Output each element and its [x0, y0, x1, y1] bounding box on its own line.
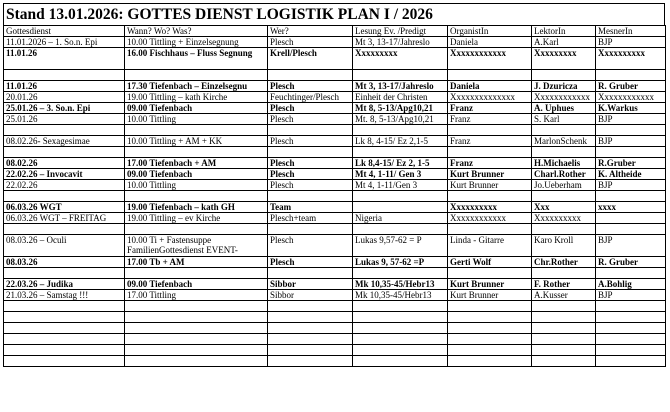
table-cell — [268, 356, 353, 367]
table-row — [4, 290, 666, 301]
table-cell: Jo.Ueberham — [532, 180, 596, 191]
table-cell — [448, 147, 532, 158]
table-cell: Krell/Plesch — [268, 48, 353, 70]
table-row — [4, 334, 666, 345]
table-cell — [596, 323, 666, 334]
table-cell — [353, 334, 448, 345]
table-cell — [268, 323, 353, 334]
table-cell — [596, 356, 666, 367]
table-cell — [4, 147, 125, 158]
table-cell — [125, 224, 268, 235]
table-cell: Plesch — [268, 114, 353, 125]
table-cell: Kurt Brunner — [448, 290, 532, 301]
column-header: OrganistIn — [448, 26, 532, 37]
table-cell — [125, 191, 268, 202]
table-cell — [448, 70, 532, 81]
table-cell — [268, 191, 353, 202]
table-cell: Xxxxxxxxx — [353, 48, 448, 70]
table-cell — [4, 125, 125, 136]
table-cell — [4, 323, 125, 334]
table-cell — [125, 334, 268, 345]
table-cell: Plesch — [268, 37, 353, 48]
table-cell: 22.03.26 – Judika — [4, 279, 125, 290]
table-cell: Sibbor — [268, 290, 353, 301]
table-cell: Gerti Wolf — [448, 257, 532, 268]
table-cell: 10.00 Ti + Fastensuppe FamilienGottesdienst EVENT- — [125, 235, 268, 257]
table-cell: 08.03.26 — [4, 257, 125, 268]
table-row — [4, 268, 666, 279]
table-row — [4, 103, 666, 114]
table-cell: A.Bohlig — [596, 279, 666, 290]
table-cell: 09.00 Tiefenbach — [125, 279, 268, 290]
table-cell: A.Kusser — [532, 290, 596, 301]
table-cell — [4, 268, 125, 279]
table-cell — [268, 312, 353, 323]
table-cell — [448, 356, 532, 367]
table-row — [4, 235, 666, 257]
table-cell: Kurt Brunner — [448, 180, 532, 191]
table-cell: Mk 10,35-45/Hebr13 — [353, 279, 448, 290]
table-cell — [353, 191, 448, 202]
table-cell — [125, 147, 268, 158]
table-row — [4, 301, 666, 312]
table-cell: Linda - Gitarre — [448, 235, 532, 257]
table-cell: Franz — [448, 114, 532, 125]
table-row — [4, 345, 666, 356]
table-cell — [4, 345, 125, 356]
table-cell — [4, 301, 125, 312]
table-cell: 25.01.26 – 3. So.n. Epi — [4, 103, 125, 114]
table-row — [4, 356, 666, 367]
table-cell: H.Michaelis — [532, 158, 596, 169]
table-cell: Kurt Brunner — [448, 279, 532, 290]
table-row — [4, 37, 666, 48]
table-cell — [448, 125, 532, 136]
table-cell: Plesch — [268, 103, 353, 114]
table-cell — [532, 356, 596, 367]
column-header: MesnerIn — [596, 26, 666, 37]
table-cell: Lukas 9,57-62 = P — [353, 235, 448, 257]
table-cell: Lk 8, 4-15/ Ez 2,1-5 — [353, 136, 448, 147]
column-header: Lesung Ev. /Predigt — [353, 26, 448, 37]
table-cell: Daniela — [448, 37, 532, 48]
table-cell: Franz — [448, 103, 532, 114]
table-row — [4, 279, 666, 290]
table-cell: Franz — [448, 136, 532, 147]
table-cell: BJP — [596, 235, 666, 257]
table-cell: Mt 8, 5-13/Apg10,21 — [353, 103, 448, 114]
table-row — [4, 224, 666, 235]
page-title: Stand 13.01.2026: GOTTES DIENST LOGISTIK PLAN I / 2026 — [3, 3, 665, 25]
table-cell — [532, 191, 596, 202]
table-cell: 17.00 Tittling — [125, 290, 268, 301]
table-cell: 21.03.26 – Samstag !!! — [4, 290, 125, 301]
table-row — [4, 323, 666, 334]
table-cell — [448, 323, 532, 334]
table-cell — [596, 334, 666, 345]
table-cell — [353, 323, 448, 334]
table-cell: 08.02.26- Sexagesimae — [4, 136, 125, 147]
table-row — [4, 158, 666, 169]
table-cell: Karo Kroll — [532, 235, 596, 257]
table-cell: Mt 3, 13-17/Jahreslo — [353, 81, 448, 92]
table-cell — [532, 125, 596, 136]
table-cell — [353, 202, 448, 213]
table-cell: Franz — [448, 158, 532, 169]
table-cell: Xxxxxxxxxxxx — [532, 92, 596, 103]
table-cell: 17.00 Tb + AM — [125, 257, 268, 268]
table-cell — [4, 191, 125, 202]
table-cell: Mk 10,35-45/Hebr13 — [353, 290, 448, 301]
table-cell: 11.01.2026 – 1. So.n. Epi — [4, 37, 125, 48]
table-header-row — [4, 26, 666, 37]
table-cell — [268, 334, 353, 345]
table-cell: xxxx — [596, 202, 666, 213]
table-cell: Plesch — [268, 136, 353, 147]
table-cell: 17.00 Tiefenbach + AM — [125, 158, 268, 169]
table-cell: BJP — [596, 114, 666, 125]
table-cell — [596, 125, 666, 136]
table-cell — [4, 334, 125, 345]
table-cell: S. Karl — [532, 114, 596, 125]
table-cell: 19.00 Tittling – ev Kirche — [125, 213, 268, 224]
table-cell — [596, 213, 666, 224]
table-cell: BJP — [596, 37, 666, 48]
column-header: Gottesdienst — [4, 26, 125, 37]
table-cell — [268, 268, 353, 279]
table-cell: Xxx — [532, 202, 596, 213]
table-cell: Mt 3, 13-17/Jahreslo — [353, 37, 448, 48]
table-cell: 09.00 Tiefenbach — [125, 169, 268, 180]
table-cell — [125, 345, 268, 356]
table-cell: MarlonSchenk — [532, 136, 596, 147]
table-cell: A. Uphues — [532, 103, 596, 114]
table-cell — [353, 268, 448, 279]
table-body — [4, 26, 666, 367]
table-cell: Xxxxxxxxxxxx — [596, 92, 666, 103]
table-row — [4, 202, 666, 213]
table-cell — [596, 191, 666, 202]
table-cell: Chr.Rother — [532, 257, 596, 268]
table-cell — [125, 356, 268, 367]
document-page — [3, 3, 665, 408]
table-cell — [268, 70, 353, 81]
table-cell — [448, 301, 532, 312]
table-cell: Xxxxxxxxxx — [448, 202, 532, 213]
table-cell: 25.01.26 — [4, 114, 125, 125]
table-cell — [4, 356, 125, 367]
table-cell: A.Karl — [532, 37, 596, 48]
table-cell — [532, 345, 596, 356]
table-row — [4, 81, 666, 92]
table-cell: 08.03.26 – Oculi — [4, 235, 125, 257]
table-cell — [125, 312, 268, 323]
table-cell — [268, 147, 353, 158]
table-cell: BJP — [596, 180, 666, 191]
table-cell — [448, 268, 532, 279]
table-cell — [532, 323, 596, 334]
table-cell: R. Gruber — [596, 257, 666, 268]
table-cell: R. Gruber — [596, 81, 666, 92]
column-header: Wer? — [268, 26, 353, 37]
table-cell — [4, 224, 125, 235]
table-cell: Lk 8,4-15/ Ez 2, 1-5 — [353, 158, 448, 169]
table-cell: Nigeria — [353, 213, 448, 224]
table-cell: Xxxxxxxxxx — [532, 213, 596, 224]
table-cell — [532, 147, 596, 158]
table-cell — [532, 312, 596, 323]
table-cell: 10.00 Tittling — [125, 180, 268, 191]
table-row — [4, 92, 666, 103]
table-row — [4, 169, 666, 180]
table-cell — [353, 345, 448, 356]
table-cell — [353, 70, 448, 81]
table-cell: 22.02.26 — [4, 180, 125, 191]
table-cell: 09.00 Tiefenbach — [125, 103, 268, 114]
table-row — [4, 114, 666, 125]
table-cell — [353, 224, 448, 235]
table-cell — [125, 70, 268, 81]
table-cell: Xxxxxxxxxxxx — [448, 213, 532, 224]
table-row — [4, 257, 666, 268]
table-cell — [596, 345, 666, 356]
table-cell: 06.03.26 WGT — [4, 202, 125, 213]
table-cell: 10.00 Tittling + AM + KK — [125, 136, 268, 147]
column-header: LektorIn — [532, 26, 596, 37]
table-cell: Mt 4, 1-11/Gen 3 — [353, 180, 448, 191]
table-cell — [268, 345, 353, 356]
table-cell: Plesch — [268, 81, 353, 92]
table-cell: 16.00 Fischhaus – Fluss Segnung — [125, 48, 268, 70]
table-cell: 11.01.26 — [4, 48, 125, 70]
table-row — [4, 70, 666, 81]
table-row — [4, 312, 666, 323]
table-row — [4, 147, 666, 158]
table-cell: Plesch+team — [268, 213, 353, 224]
table-cell: Kurt Brunner — [448, 169, 532, 180]
table-cell — [532, 268, 596, 279]
table-cell: BJP — [596, 290, 666, 301]
table-cell: Mt 4, 1-11/ Gen 3 — [353, 169, 448, 180]
table-cell: 06.03.26 WGT – FREITAG — [4, 213, 125, 224]
table-row — [4, 180, 666, 191]
table-cell — [596, 224, 666, 235]
table-cell: Plesch — [268, 235, 353, 257]
table-cell — [353, 147, 448, 158]
table-cell: 11.01.26 — [4, 81, 125, 92]
table-cell: Plesch — [268, 169, 353, 180]
table-cell: Plesch — [268, 257, 353, 268]
table-cell — [125, 301, 268, 312]
table-row — [4, 125, 666, 136]
table-cell — [596, 147, 666, 158]
table-cell: Daniela — [448, 81, 532, 92]
table-cell — [448, 334, 532, 345]
table-row — [4, 136, 666, 147]
table-cell: 08.02.26 — [4, 158, 125, 169]
table-cell — [596, 268, 666, 279]
table-cell: Mt. 8, 5-13/Apg10,21 — [353, 114, 448, 125]
table-cell — [596, 301, 666, 312]
table-cell — [268, 224, 353, 235]
table-cell: Einheit der Christen — [353, 92, 448, 103]
table-cell: BJP — [596, 136, 666, 147]
table-cell — [353, 125, 448, 136]
table-cell: 22.02.26 – Invocavit — [4, 169, 125, 180]
table-cell — [448, 312, 532, 323]
table-cell: 19.00 Tittling – kath Kirche — [125, 92, 268, 103]
table-cell: 17.30 Tiefenbach – Einzelsegnu — [125, 81, 268, 92]
table-cell — [125, 268, 268, 279]
table-cell: Plesch — [268, 180, 353, 191]
table-cell: 19.00 Tiefenbach – kath GH — [125, 202, 268, 213]
table-cell: Plesch — [268, 158, 353, 169]
table-cell: Xxxxxxxxxx — [596, 48, 666, 70]
table-row — [4, 48, 666, 70]
table-cell: 10.00 Tittling — [125, 114, 268, 125]
table-cell — [596, 70, 666, 81]
table-cell — [353, 301, 448, 312]
table-cell: F. Rother — [532, 279, 596, 290]
table-cell: 20.01.26 — [4, 92, 125, 103]
table-cell — [125, 323, 268, 334]
column-header: Wann? Wo? Was? — [125, 26, 268, 37]
table-cell — [268, 301, 353, 312]
table-cell: Lukas 9, 57-62 =P — [353, 257, 448, 268]
table-cell: Charl.Rother — [532, 169, 596, 180]
table-row — [4, 213, 666, 224]
table-cell — [448, 224, 532, 235]
table-cell — [4, 312, 125, 323]
table-cell — [532, 334, 596, 345]
table-cell: Feuchtinger/Plesch — [268, 92, 353, 103]
table-cell: J. Dzuricza — [532, 81, 596, 92]
table-cell: Xxxxxxxxx — [532, 48, 596, 70]
table-cell — [353, 312, 448, 323]
table-cell: Xxxxxxxxxxxxxx — [448, 92, 532, 103]
table-cell: 10.00 Tittling + Einzelsegnung — [125, 37, 268, 48]
table-cell: R.Gruber — [596, 158, 666, 169]
table-cell — [268, 125, 353, 136]
table-cell: K. Altheide — [596, 169, 666, 180]
table-cell — [4, 70, 125, 81]
table-cell — [532, 224, 596, 235]
table-cell: Team — [268, 202, 353, 213]
table-cell — [532, 301, 596, 312]
table-cell — [448, 345, 532, 356]
table-row — [4, 191, 666, 202]
table-cell: K.Warkus — [596, 103, 666, 114]
table-cell — [125, 125, 268, 136]
table-cell: Xxxxxxxxxxxx — [448, 48, 532, 70]
service-plan-table — [3, 25, 666, 367]
table-cell — [448, 191, 532, 202]
table-cell — [353, 356, 448, 367]
table-cell: Sibbor — [268, 279, 353, 290]
table-cell — [532, 70, 596, 81]
table-cell — [596, 312, 666, 323]
